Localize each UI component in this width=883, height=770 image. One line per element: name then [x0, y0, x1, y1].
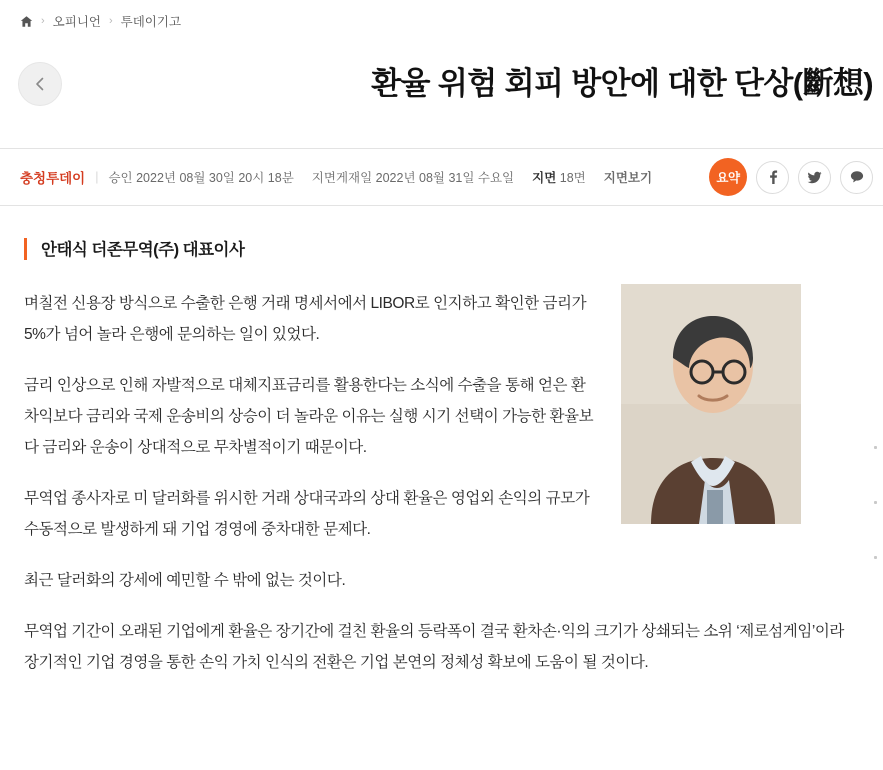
share-actions	[709, 158, 873, 196]
page-view-link[interactable]: 지면보기	[603, 171, 653, 186]
scroll-marker-rail	[874, 446, 880, 611]
breadcrumb-separator-1: ›	[41, 14, 45, 27]
page-label: 지면	[532, 171, 557, 186]
portrait-image	[621, 284, 801, 524]
page-title: 환율 위험 회피 방안에 대한 단상(斷想)	[371, 65, 873, 101]
back-button[interactable]	[18, 62, 62, 106]
title-row	[0, 32, 883, 124]
facebook-icon	[765, 169, 781, 185]
paragraph-1: 며칠전 신용장 방식으로 수출한 은행 거래 명세서에서 LIBOR로 인지하고 확인한 금리가 5%가 넘어 놀라 은행에 문의하는 일이 있었다.	[24, 295, 587, 344]
meta-divider: |	[95, 170, 99, 185]
page-number-label	[532, 168, 586, 186]
outlet-name[interactable]: 충청투데이	[20, 171, 86, 187]
breadcrumb	[0, 0, 883, 32]
article-meta-bar	[0, 148, 883, 206]
twitter-share-button[interactable]	[798, 161, 831, 194]
twitter-icon	[807, 169, 823, 185]
paragraph-2: 금리 인상으로 인해 자발적으로 대체지표금리를 활용한다는 소식에 수출을 통해 얻은 환차익보다 금리와 국제 운송비의 상승이 더 놀라운 이유는 실행 시기 선택이 가능한 환율보다 금리와 운송이 상대적으로 무차별적이기 때문이다.	[24, 377, 594, 457]
meta-left	[20, 167, 670, 187]
print-date: 지면게재일 2022년 08월 31일 수요일	[311, 171, 515, 186]
author-portrait	[621, 284, 801, 524]
paragraph-4: 최근 달러화의 강세에 예민할 수 밖에 없는 것이다.	[24, 572, 346, 590]
facebook-share-button[interactable]	[756, 161, 789, 194]
breadcrumb-item-contribution[interactable]: 투데이기고	[120, 14, 182, 29]
kakao-share-button[interactable]	[840, 161, 873, 194]
home-icon[interactable]	[20, 15, 33, 28]
subhead-accent-bar	[24, 238, 27, 260]
scroll-marker	[874, 501, 877, 504]
article-body	[0, 206, 883, 678]
paragraph-3: 무역업 종사자로 미 달러화를 위시한 거래 상대국과의 상대 환율은 영업외 손익의 규모가 수동적으로 발생하게 돼 기업 경영에 중차대한 문제다.	[24, 490, 590, 539]
breadcrumb-item-opinion[interactable]: 오피니언	[52, 14, 101, 29]
page-number: 18면	[559, 171, 586, 186]
breadcrumb-separator-2: ›	[108, 14, 113, 27]
summary-button[interactable]: 요약	[709, 158, 747, 196]
scroll-marker	[874, 556, 877, 559]
article-subhead	[24, 236, 859, 260]
scroll-marker	[874, 446, 877, 449]
approved-date: 승인 2022년 08월 30일 20시 18분	[108, 171, 294, 186]
chevron-left-icon	[32, 76, 48, 92]
paragraph-5: 무역업 기간이 오래된 기업에게 환율은 장기간에 걸친 환율의 등락폭이 결국 환차손·익의 크기가 상쇄되는 소위 ‘제로섬게임’이라 장기적인 기업 경영을 통한 손익 가치 인식의 전환은 기업 본연의 정체성 확보에 도움이 될 것이다.	[24, 623, 844, 672]
kakao-icon	[849, 169, 865, 185]
subhead-text: 안태식 더존무역(주) 대표이사	[41, 241, 245, 260]
